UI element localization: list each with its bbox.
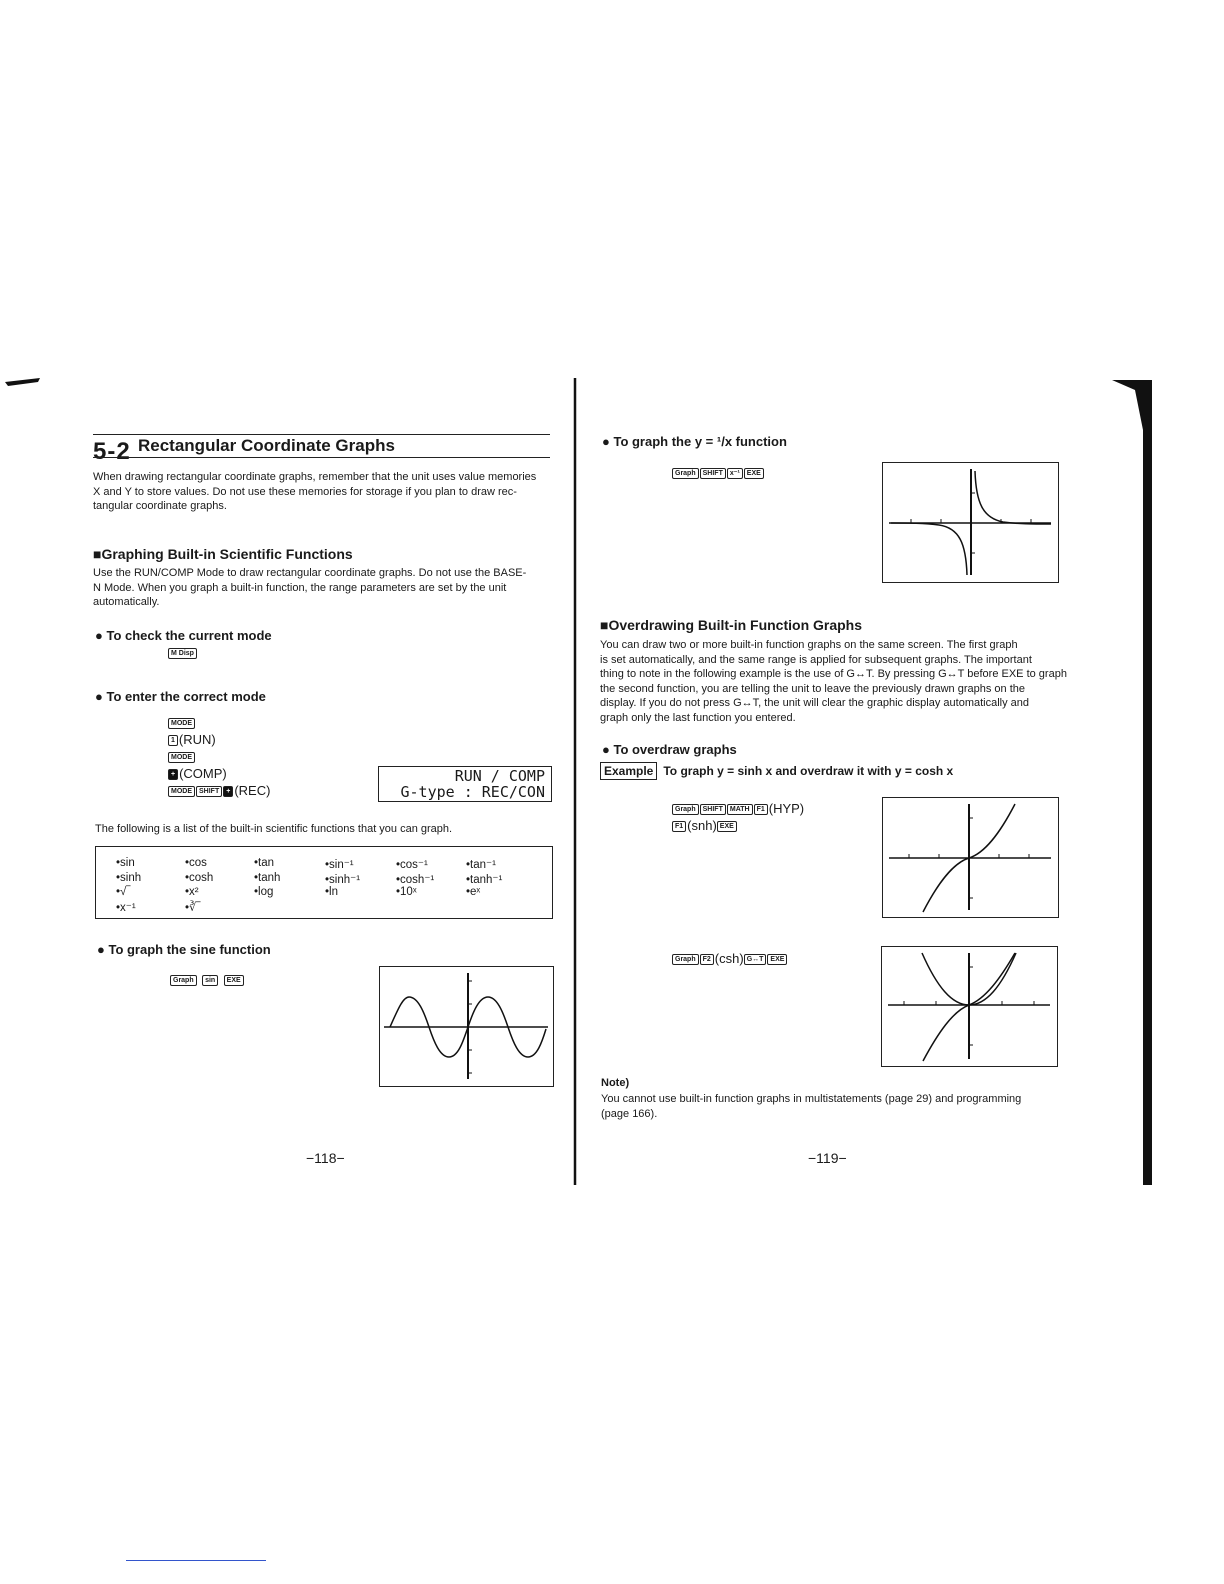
function-item: •sinh⁻¹ (325, 874, 361, 886)
overdraw-keys-a (672, 800, 804, 834)
function-item: •√‾ (116, 886, 131, 898)
section-number: 5-2 (93, 438, 131, 465)
note-label: Note) (601, 1077, 630, 1089)
recip-heading: ● To graph the y = ¹/x function (602, 434, 787, 449)
function-item: •tan⁻¹ (466, 859, 496, 871)
mdisp-key: M Disp (168, 648, 197, 659)
overdraw-keys-b (672, 950, 788, 967)
page-number-right: −119− (808, 1150, 847, 1166)
rec-label: (REC) (234, 783, 271, 798)
math-key: MATH (727, 804, 753, 815)
function-item: •x⁻¹ (116, 902, 136, 914)
sin-key: sin (202, 975, 218, 986)
function-item: •cos⁻¹ (396, 859, 428, 871)
function-item: •10ˣ (396, 886, 417, 898)
lcd-line-2: G-type : REC/CON (400, 783, 545, 801)
bottom-link-rule (126, 1560, 266, 1561)
reciprocal-key: x⁻¹ (727, 468, 743, 479)
check-mode-heading: ● To check the current mode (95, 628, 272, 643)
overdraw-heading: ■Overdrawing Built-in Function Graphs (600, 617, 863, 633)
f2-key: F2 (700, 954, 714, 965)
csh-label: (csh) (714, 951, 744, 966)
sine-graph (379, 966, 554, 1087)
graph-text-key: G↔T (744, 954, 767, 965)
example-line (600, 764, 953, 778)
cosh-overdraw-graph (881, 946, 1058, 1067)
recip-keys (672, 465, 765, 483)
mode-display (378, 766, 552, 802)
function-item: •∛‾ (185, 902, 201, 914)
mode-key: MODE (168, 718, 195, 729)
graph-key: Graph (672, 954, 699, 965)
reciprocal-graph (882, 462, 1059, 583)
function-item: •sin⁻¹ (325, 859, 354, 871)
intro-paragraph: When drawing rectangular coordinate graphs, remember that the unit uses value memories X and Y to store values. Do not use these memories for storage if you plan to draw rec- tangular coordinate graphs. (93, 471, 537, 512)
shift-key: SHIFT (196, 786, 222, 797)
function-item: •x² (185, 886, 199, 898)
function-item: •cosh⁻¹ (396, 874, 435, 886)
f1-key: F1 (754, 804, 768, 815)
one-key: 1 (168, 735, 178, 746)
mode-key: MODE (168, 786, 195, 797)
exe-key: EXE (767, 954, 787, 965)
note-text: You cannot use built-in function graphs in multistatements (page 29) and programming (page 166). (601, 1093, 1022, 1120)
function-table (95, 846, 553, 919)
comp-label: (COMP) (179, 766, 227, 781)
example-text: To graph y = sinh x and overdraw it with y = cosh x (663, 764, 954, 778)
function-item: •sin (116, 857, 135, 869)
graph-key: Graph (672, 804, 699, 815)
function-item: •sinh (116, 872, 142, 884)
overdraw-paragraph: You can draw two or more built-in function graphs on the same screen. The first graph is set automatically, and the same range is applied for subsequent graphs. The important thing to note in the following example is the use of G↔T. By pressing G↔T before EXE to graph the second function, you are telling the unit to leave the previously drawn graphs on the display. If you do not press G↔T, the unit will clear the graphic display automatically and graph only the last function you entered. (600, 639, 1067, 724)
function-item: •tanh (254, 872, 281, 884)
title-rule-bottom (93, 457, 550, 458)
plus-key: + (223, 786, 233, 797)
hyp-label: (HYP) (768, 801, 805, 816)
page-number-left: −118− (306, 1150, 345, 1166)
positive-branch (975, 471, 1051, 524)
graph-key: Graph (672, 468, 699, 479)
section-title: Rectangular Coordinate Graphs (138, 436, 395, 455)
plus-key: + (168, 769, 178, 780)
function-item: •ln (325, 886, 338, 898)
sine-heading: ● To graph the sine function (97, 942, 271, 957)
title-rule-top (93, 434, 550, 435)
check-mode-keys (168, 645, 198, 663)
shift-key: SHIFT (700, 804, 726, 815)
function-item: •eˣ (466, 886, 481, 898)
example-label: Example (600, 762, 657, 780)
shift-key: SHIFT (700, 468, 726, 479)
enter-mode-heading: ● To enter the correct mode (95, 689, 266, 704)
sine-keys (170, 972, 245, 990)
exe-key: EXE (224, 975, 244, 986)
snh-label: (snh) (687, 818, 717, 833)
overdraw-subheading: ● To overdraw graphs (602, 742, 737, 757)
graph-key: Graph (170, 975, 197, 986)
list-intro: The following is a list of the built-in scientific functions that you can graph. (95, 823, 453, 835)
f1-key: F1 (672, 821, 686, 832)
function-item: •cosh (185, 872, 214, 884)
negative-branch (891, 523, 967, 575)
sinh-graph (882, 797, 1059, 918)
builtin-paragraph: Use the RUN/COMP Mode to draw rectangular coordinate graphs. Do not use the BASE- N Mode. When you graph a built-in function, the range parameters are set by the unit automatically. (93, 567, 527, 608)
lcd-line-1: RUN / COMP (454, 767, 545, 785)
function-item: •cos (185, 857, 207, 869)
function-item: •log (254, 886, 274, 898)
mode-key: MODE (168, 752, 195, 763)
builtin-heading: ■Graphing Built-in Scientific Functions (93, 546, 353, 562)
run-label: (RUN) (178, 732, 216, 747)
enter-mode-keys (168, 714, 270, 799)
exe-key: EXE (744, 468, 764, 479)
function-item: •tanh⁻¹ (466, 874, 503, 886)
exe-key: EXE (717, 821, 737, 832)
function-item: •tan (254, 857, 275, 869)
